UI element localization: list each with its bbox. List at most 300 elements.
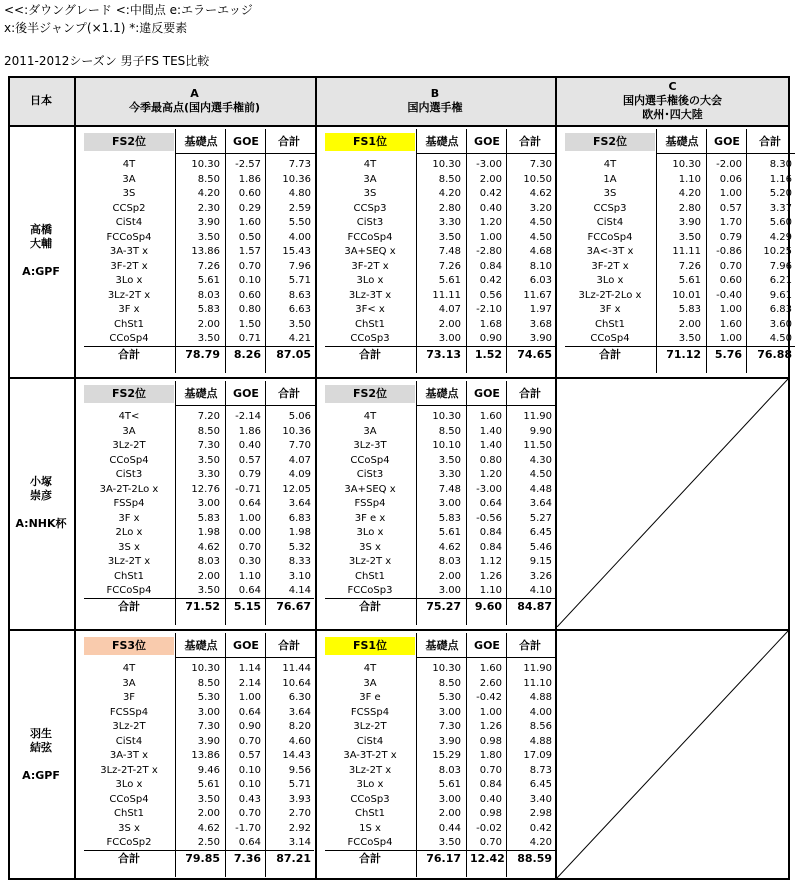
skater-1-sheet-b-element-row: [317, 201, 557, 216]
element-code: 3Lz-3T x: [348, 289, 392, 301]
skater-2-sheet-b-element-row: [317, 496, 557, 511]
total-value: 5.60: [769, 217, 792, 228]
goe-value: 1.60: [479, 411, 502, 422]
element-code: 3Lz-2T x: [107, 289, 151, 301]
skater-3-sheet-a-element-row: [76, 806, 316, 821]
skater-2-sheet-a-element-row: [76, 496, 316, 511]
goe-value: 0.50: [238, 231, 261, 243]
total-value: 2.59: [288, 202, 311, 214]
goe-value: 1.00: [238, 692, 261, 703]
base-value: 8.03: [197, 556, 220, 567]
base-value: 5.83: [197, 304, 220, 315]
skater-3-sheet-b-element-row: [317, 835, 557, 850]
base-value: 13.86: [191, 750, 220, 761]
element-code: FSSp4: [354, 498, 386, 509]
base-value: 7.20: [197, 411, 220, 422]
skater-1-sheet-b-header-total: 合計: [519, 135, 541, 148]
element-code: 3S: [122, 188, 136, 199]
element-code: FCCoSp3: [347, 585, 393, 596]
base-value: 3.30: [438, 469, 461, 480]
header-col-b-line-1: B: [430, 86, 440, 100]
skater-name-cell: [8, 377, 74, 629]
element-code: 4T: [603, 159, 617, 170]
base-value: 5.83: [197, 512, 220, 524]
goe-value: 1.10: [479, 585, 502, 596]
base-value: 1.10: [678, 173, 701, 185]
goe-value: 0.57: [238, 750, 261, 761]
skater-1-sheet-a-rank-badge: FS2位: [84, 133, 174, 151]
skater-event: A:NHK杯: [15, 517, 67, 530]
total-value: 6.63: [288, 304, 311, 315]
skater-1-sheet-b-header-base: 基礎点: [425, 135, 459, 148]
element-code: 3A-3T-2T x: [343, 750, 397, 761]
skater-1-sheet-b-element-row: [317, 259, 557, 274]
base-value: 10.30: [432, 663, 461, 674]
goe-value: -0.56: [476, 512, 502, 524]
total-value: 4.21: [288, 333, 311, 344]
element-code: 3A: [363, 425, 377, 437]
total-score: 76.88: [757, 347, 792, 361]
total-value: 6.45: [529, 527, 552, 538]
base-value: 3.90: [197, 217, 220, 228]
total-label: 合計: [118, 851, 140, 865]
skater-3-sheet-a-element-row: [76, 777, 316, 792]
element-code: 1S x: [359, 822, 381, 834]
goe-value: 0.57: [238, 454, 261, 466]
skater-3-sheet-a-header-goe: GOE: [233, 639, 259, 652]
goe-value: 1.26: [479, 721, 502, 732]
total-label: 合計: [118, 599, 140, 613]
element-code: 3A-3T x: [109, 246, 149, 257]
goe-value: 0.10: [238, 764, 261, 776]
total-value: 8.30: [769, 159, 792, 170]
skater-1-sheet-a-element-row: [76, 157, 316, 172]
goe-value: 1.20: [479, 217, 502, 228]
skater-2-sheet-b-element-row: [317, 569, 557, 584]
element-code: CiSt4: [115, 217, 143, 228]
skater-3-sheet-b-header-total: 合計: [519, 639, 541, 652]
skater-3-sheet-b-subheader-divider: [416, 657, 557, 658]
skater-1-sheet-c-subheader-divider: [656, 153, 795, 154]
total-value: 4.20: [529, 837, 552, 848]
goe-value: 0.64: [238, 837, 261, 848]
goe-value: 0.30: [238, 556, 261, 567]
element-code: 3A-3T x: [109, 750, 149, 761]
goe-value: 1.20: [479, 469, 502, 480]
skater-1-sheet-b-header-goe: GOE: [474, 135, 500, 148]
skater-2-sheet-a-header-goe: GOE: [233, 387, 259, 400]
goe-value: 0.79: [719, 231, 742, 243]
skater-2-sheet-a-element-row: [76, 540, 316, 555]
element-code: ChSt1: [114, 808, 144, 819]
element-code: 3F x: [118, 512, 140, 524]
skater-2-sheet-b-element-row: [317, 540, 557, 555]
element-code: 3F< x: [355, 304, 385, 315]
skater-2-sheet-a-element-row: [76, 525, 316, 540]
total-value: 9.61: [769, 289, 792, 301]
base-value: 1.98: [197, 527, 220, 538]
skater-1-sheet-b-element-row: [317, 172, 557, 187]
goe-value: 0.40: [479, 202, 502, 214]
base-value: 8.03: [438, 556, 461, 567]
element-code: FCSSp4: [350, 706, 390, 718]
total-goe: 5.76: [714, 347, 742, 361]
element-code: 3Lz-2T x: [348, 556, 392, 567]
page-title: 2011-2012シーズン 男子FS TES比較: [4, 54, 210, 68]
total-value: 14.43: [282, 750, 311, 761]
element-code: CiSt4: [356, 735, 384, 747]
goe-value: 0.42: [479, 188, 502, 199]
total-label: 合計: [359, 851, 381, 865]
skater-1-sheet-c-element-row: [557, 230, 795, 245]
skater-1-sheet-a-element-row: [76, 172, 316, 187]
total-value: 4.88: [529, 735, 552, 747]
skater-2-sheet-a-element-row: [76, 482, 316, 497]
skater-1-sheet-b-element-row: [317, 331, 557, 346]
element-code: 4T: [363, 411, 377, 422]
skater-3-sheet-b-element-row: [317, 676, 557, 691]
skater-1-sheet-a-element-row: [76, 244, 316, 259]
goe-value: -1.70: [235, 822, 261, 834]
base-value: 3.50: [438, 454, 461, 466]
total-value: 3.26: [529, 570, 552, 582]
total-value: 10.36: [282, 425, 311, 437]
skater-1-sheet-c-element-row: [557, 331, 795, 346]
goe-value: 0.64: [238, 585, 261, 596]
base-value: 5.83: [438, 512, 461, 524]
goe-value: 0.57: [719, 202, 742, 214]
legend-line-2: x:後半ジャンプ(×1.1) *:違反要素: [4, 21, 188, 35]
skater-1-sheet-b-total-row: [317, 347, 557, 362]
element-code: CCoSp4: [109, 793, 149, 805]
element-code: FCCoSp2: [106, 837, 152, 848]
total-value: 4.09: [288, 469, 311, 480]
element-code: 3F-2T x: [591, 260, 629, 272]
total-value: 2.92: [288, 822, 311, 834]
goe-value: 1.00: [719, 333, 742, 344]
skater-surname: 小塚: [30, 475, 52, 488]
skater-3-sheet-b-rank-badge: FS1位: [325, 637, 415, 655]
total-value: 5.71: [288, 779, 311, 790]
element-code: CCSp3: [353, 202, 387, 214]
base-value: 7.26: [678, 260, 701, 272]
goe-value: 0.60: [238, 188, 261, 199]
element-code: 3Lo x: [596, 275, 624, 286]
element-code: 2Lo x: [115, 527, 143, 538]
total-value: 4.07: [288, 454, 311, 466]
skater-2-sheet-a-header-base: 基礎点: [184, 387, 218, 400]
skater-2-sheet-a-element-row: [76, 409, 316, 424]
goe-value: 1.80: [479, 750, 502, 761]
base-value: 3.50: [678, 333, 701, 344]
element-code: 3Lo x: [356, 779, 384, 790]
skater-3-sheet-a-element-row: [76, 835, 316, 850]
total-value: 6.03: [529, 275, 552, 286]
element-code: 4T: [122, 159, 136, 170]
skater-1-sheet-c-element-row: [557, 157, 795, 172]
total-value: 12.05: [282, 483, 311, 495]
skater-3-sheet-b-total-row: [317, 851, 557, 866]
goe-value: 0.40: [479, 793, 502, 805]
skater-1-sheet-c-element-row: [557, 172, 795, 187]
element-code: 3A: [122, 677, 136, 689]
element-code: 1A: [603, 173, 617, 185]
element-code: 3Lz-2T: [112, 721, 146, 732]
total-value: 8.73: [529, 764, 552, 776]
base-value: 10.01: [672, 289, 701, 301]
skater-3-sheet-b-element-row: [317, 661, 557, 676]
total-goe: 5.15: [233, 599, 261, 613]
goe-value: -0.86: [716, 246, 742, 257]
skater-1-sheet-a-subheader-divider: [175, 153, 316, 154]
skater-1-sheet-c-header-goe: GOE: [714, 135, 740, 148]
skater-1-sheet-a-element-row: [76, 331, 316, 346]
base-value: 3.90: [197, 735, 220, 747]
total-base: 79.85: [185, 851, 220, 865]
element-code: 3A: [122, 425, 136, 437]
total-base: 76.17: [426, 851, 461, 865]
total-goe: 7.36: [233, 851, 261, 865]
total-value: 2.70: [288, 808, 311, 819]
total-value: 15.43: [282, 246, 311, 257]
total-value: 8.10: [529, 260, 552, 272]
base-value: 5.30: [438, 692, 461, 703]
goe-value: 0.90: [479, 333, 502, 344]
base-value: 11.11: [672, 246, 701, 257]
goe-value: 0.29: [238, 202, 261, 214]
skater-1-sheet-a-header-base: 基礎点: [184, 135, 218, 148]
goe-value: 1.50: [238, 318, 261, 330]
base-value: 10.10: [432, 440, 461, 451]
element-code: CiSt3: [115, 469, 143, 480]
total-base: 73.13: [426, 347, 461, 361]
goe-value: -2.14: [235, 411, 261, 422]
skater-1-sheet-c-element-row: [557, 259, 795, 274]
base-value: 3.00: [197, 498, 220, 509]
goe-value: 0.60: [238, 289, 261, 301]
goe-value: -0.02: [476, 822, 502, 834]
goe-value: 1.14: [238, 663, 261, 674]
skater-1-sheet-a-element-row: [76, 288, 316, 303]
total-value: 7.96: [769, 260, 792, 272]
total-score: 88.59: [517, 851, 552, 865]
skater-1-sheet-b-element-row: [317, 317, 557, 332]
diagonal-line: [557, 631, 788, 878]
base-value: 4.20: [438, 188, 461, 199]
goe-value: 1.70: [719, 217, 742, 228]
element-code: 3F-2T x: [351, 260, 389, 272]
element-code: 3S x: [359, 541, 381, 553]
total-value: 8.20: [288, 721, 311, 732]
skater-2-sheet-a-element-row: [76, 583, 316, 598]
header-col-c-line-1: C: [668, 79, 677, 93]
empty-cell-diagonal: [557, 379, 788, 627]
base-value: 2.80: [678, 202, 701, 214]
total-value: 9.90: [529, 425, 552, 437]
skater-name-cell: [8, 629, 74, 880]
total-value: 5.71: [288, 275, 311, 286]
base-value: 3.50: [197, 231, 220, 243]
base-value: 8.50: [197, 425, 220, 437]
element-code: 3F-2T x: [110, 260, 148, 272]
skater-1-sheet-c-element-row: [557, 244, 795, 259]
base-value: 3.00: [438, 333, 461, 344]
total-value: 4.50: [769, 333, 792, 344]
skater-3-sheet-a-element-row: [76, 792, 316, 807]
goe-value: 0.90: [238, 721, 261, 732]
total-value: 4.60: [288, 735, 311, 747]
base-value: 7.48: [438, 246, 461, 257]
total-value: 4.50: [529, 231, 552, 243]
element-code: 3Lo x: [115, 779, 143, 790]
skater-event: A:GPF: [22, 265, 60, 278]
goe-value: 1.40: [479, 425, 502, 437]
goe-value: 0.70: [479, 837, 502, 848]
skater-1-sheet-a-header-total: 合計: [278, 135, 300, 148]
skater-1-sheet-a-element-row: [76, 215, 316, 230]
goe-value: 0.80: [479, 454, 502, 466]
goe-value: 0.10: [238, 779, 261, 790]
total-value: 8.63: [288, 289, 311, 301]
element-code: 3A: [122, 173, 136, 185]
skater-3-sheet-b-element-row: [317, 821, 557, 836]
base-value: 3.00: [197, 706, 220, 718]
element-code: ChSt1: [595, 318, 625, 330]
header-col-c-line-3: 欧州･四大陸: [642, 107, 703, 121]
base-value: 7.26: [438, 260, 461, 272]
base-value: 4.20: [197, 188, 220, 199]
element-code: 3S: [363, 188, 377, 199]
element-code: 3Lo x: [356, 527, 384, 538]
base-value: 5.61: [678, 275, 701, 286]
goe-value: -2.80: [476, 246, 502, 257]
base-value: 13.86: [191, 246, 220, 257]
base-value: 12.76: [191, 483, 220, 495]
skater-2-sheet-a-element-row: [76, 467, 316, 482]
base-value: 3.90: [678, 217, 701, 228]
skater-1-sheet-c-rank-badge: FS2位: [565, 133, 655, 151]
base-value: 2.50: [197, 837, 220, 848]
total-score: 87.21: [276, 851, 311, 865]
skater-1-sheet-c-element-row: [557, 317, 795, 332]
total-value: 6.83: [769, 304, 792, 315]
skater-2-sheet-b-element-row: [317, 424, 557, 439]
total-value: 3.90: [529, 333, 552, 344]
element-code: ChSt1: [355, 808, 385, 819]
total-value: 3.93: [288, 793, 311, 805]
empty-cell-diagonal: [557, 631, 788, 878]
total-value: 3.14: [288, 837, 311, 848]
skater-2-sheet-a-element-row: [76, 569, 316, 584]
goe-value: 0.64: [238, 498, 261, 509]
base-value: 10.30: [432, 159, 461, 170]
skater-3-sheet-b-element-row: [317, 763, 557, 778]
goe-value: -0.42: [476, 692, 502, 703]
skater-given-name: 崇彦: [30, 489, 52, 502]
goe-value: 0.60: [719, 275, 742, 286]
element-code: 3A+SEQ x: [344, 246, 396, 257]
element-code: CCoSp3: [350, 793, 390, 805]
total-value: 7.96: [288, 260, 311, 272]
total-value: 3.64: [288, 706, 311, 718]
total-value: 7.30: [529, 159, 552, 170]
goe-value: 1.00: [719, 188, 742, 199]
element-code: ChSt1: [355, 570, 385, 582]
base-value: 3.00: [438, 498, 461, 509]
total-value: 4.50: [529, 217, 552, 228]
skater-2-sheet-b-subheader-divider: [416, 405, 557, 406]
base-value: 4.20: [678, 188, 701, 199]
base-value: 7.30: [438, 721, 461, 732]
total-value: 9.15: [529, 556, 552, 567]
goe-value: 0.84: [479, 260, 502, 272]
skater-2-sheet-a-header-total: 合計: [278, 387, 300, 400]
base-value: 5.61: [197, 275, 220, 286]
skater-3-sheet-a-rank-badge: FS3位: [84, 637, 174, 655]
skater-2-sheet-b-element-row: [317, 482, 557, 497]
element-code: 3A: [363, 173, 377, 185]
skater-given-name: 大輔: [30, 237, 52, 250]
skater-2-sheet-b-element-row: [317, 467, 557, 482]
element-code: CiSt4: [596, 217, 624, 228]
element-code: 3F e: [359, 692, 381, 703]
skater-2-sheet-b-header-total: 合計: [519, 387, 541, 400]
base-value: 8.50: [197, 173, 220, 185]
goe-value: 0.98: [479, 808, 502, 819]
total-value: 11.10: [523, 677, 552, 689]
total-value: 3.68: [529, 318, 552, 330]
element-code: 3Lz-2T-2T x: [100, 764, 158, 776]
element-code: 3Lz-2T x: [107, 556, 151, 567]
goe-value: 1.00: [238, 512, 261, 524]
skater-2-sheet-a-total-row: [76, 599, 316, 614]
total-value: 11.90: [523, 411, 552, 422]
total-value: 4.00: [288, 231, 311, 243]
skater-event: A:GPF: [22, 768, 60, 782]
skater-3-sheet-a-element-row: [76, 705, 316, 720]
base-value: 7.26: [197, 260, 220, 272]
total-value: 11.67: [523, 289, 552, 301]
goe-value: 0.06: [719, 173, 742, 185]
diagonal-line: [557, 379, 788, 627]
skater-3-sheet-a-element-row: [76, 748, 316, 763]
goe-value: 0.70: [719, 260, 742, 272]
total-value: 3.10: [288, 570, 311, 582]
skater-1-sheet-c-element-row: [557, 273, 795, 288]
base-value: 3.50: [197, 333, 220, 344]
element-code: 3S: [603, 188, 617, 199]
element-code: FCCoSp4: [347, 837, 393, 848]
total-value: 4.50: [529, 469, 552, 480]
goe-value: 1.68: [479, 318, 502, 330]
total-value: 4.80: [288, 188, 311, 199]
skater-1-sheet-c-element-row: [557, 186, 795, 201]
element-code: 3Lz-2T x: [348, 764, 392, 776]
goe-value: 0.71: [238, 333, 261, 344]
total-value: 9.56: [288, 764, 311, 776]
base-value: 2.00: [438, 318, 461, 330]
total-label: 合計: [359, 599, 381, 613]
total-value: 4.10: [529, 585, 552, 596]
element-code: 3F x: [599, 304, 621, 315]
total-label: 合計: [118, 347, 140, 361]
total-value: 6.21: [769, 275, 792, 286]
header-col-c-line-2: 国内選手権後の大会: [623, 93, 722, 107]
total-value: 3.50: [288, 318, 311, 330]
base-value: 4.07: [438, 304, 461, 315]
header-col-a-line-1: A: [190, 86, 199, 100]
skater-3-sheet-a-element-row: [76, 763, 316, 778]
